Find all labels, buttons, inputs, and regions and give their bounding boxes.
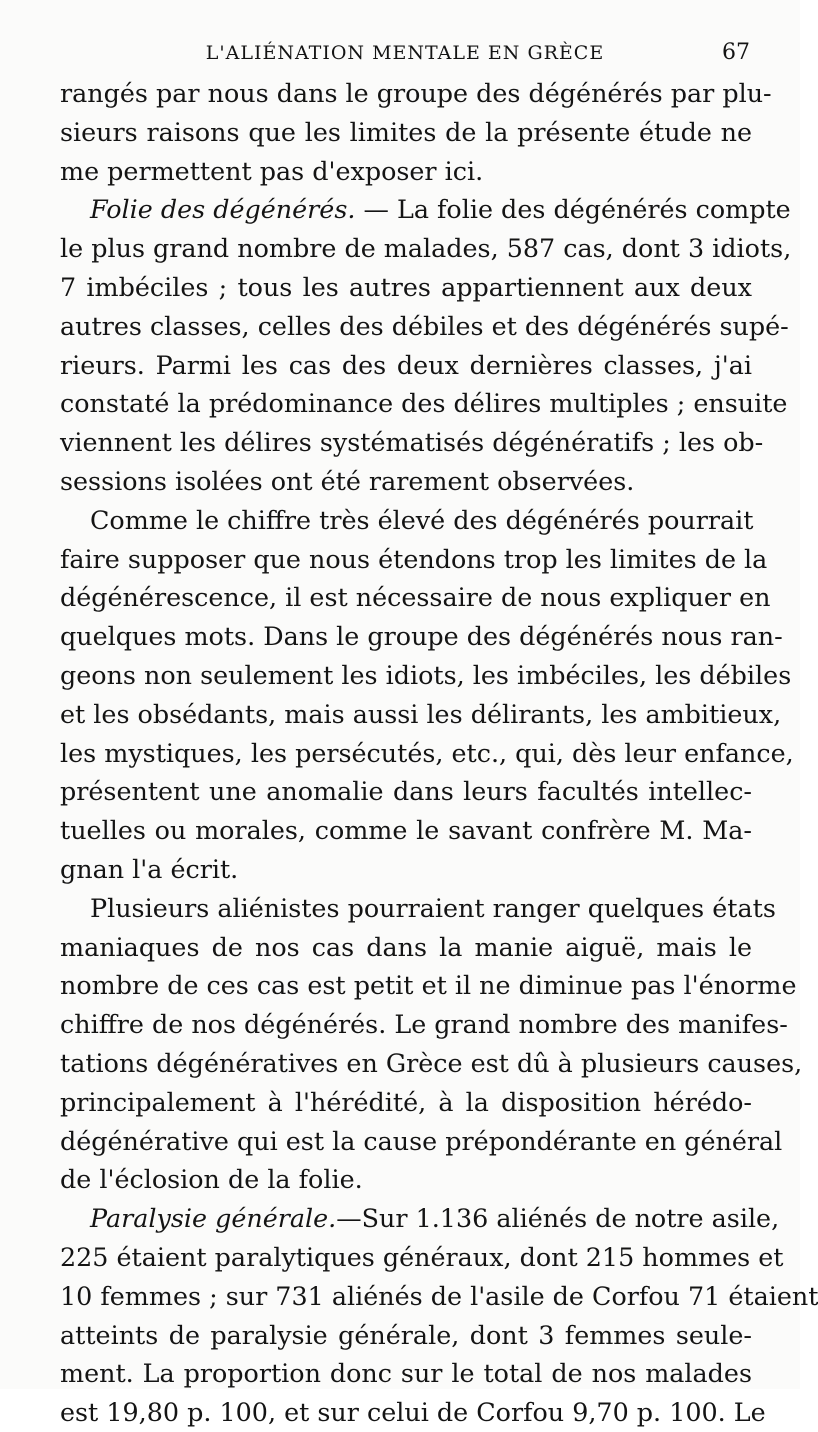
text-line: rieurs. Parmi les cas des deux dernières classes, j'ai — [60, 349, 752, 380]
text-line: dégénérative qui est la cause prépondérante en général — [60, 1125, 783, 1156]
paragraph-continuation — [60, 74, 772, 190]
paragraph-alienistes — [60, 889, 803, 1199]
running-head — [60, 42, 750, 72]
section-heading-folie: Folie des dégénérés. — [90, 194, 356, 225]
page-number: 67 — [722, 40, 750, 65]
running-title: L'ALIÉNATION MENTALE EN GRÈCE — [205, 42, 605, 64]
paragraph-chiffre-dégénérés — [60, 501, 794, 889]
text-line — [60, 190, 791, 229]
text-line: de l'éclosion de la folie. — [60, 1164, 363, 1195]
text-line: est 19,80 p. 100, et sur celui de Corfou 9,70 p. 100. Le — [60, 1397, 766, 1428]
text-line: atteints de paralysie générale, dont 3 femmes seule- — [60, 1319, 752, 1350]
text-line: Comme le chiffre très élevé des dégénérés pourrait — [90, 504, 754, 535]
text-line: ment. La proportion donc sur le total de nos malades — [60, 1358, 752, 1389]
text-line: principalement à l'hérédité, à la disposition hérédo- — [60, 1086, 752, 1117]
text-line: 10 femmes ; sur 731 aliénés de l'asile de Corfou 71 étaient — [60, 1280, 818, 1311]
text-fragment: —Sur 1.136 aliénés de notre asile, — [336, 1203, 780, 1234]
text-line: autres classes, celles des débiles et des dégénérés supé- — [60, 310, 789, 341]
text-fragment: — La folie des dégénérés compte — [355, 194, 791, 225]
text-line: tations dégénératives en Grèce est dû à plusieurs causes, — [60, 1047, 803, 1078]
text-line: maniaques de nos cas dans la manie aiguë, mais le — [60, 931, 752, 962]
text-line: tuelles ou morales, comme le savant confrère M. Ma- — [60, 815, 752, 846]
text-line: sieurs raisons que les limites de la présente étude ne — [60, 116, 752, 147]
text-line: dégénérescence, il est nécessaire de nous expliquer en — [60, 582, 771, 613]
text-line: nombre de ces cas est petit et il ne diminue pas l'énorme — [60, 970, 797, 1001]
text-line: les mystiques, les persécutés, etc., qui, dès leur enfance, — [60, 737, 794, 768]
text-line: rangés par nous dans le groupe des dégénérés par plu- — [60, 78, 772, 108]
text-line: 7 imbéciles ; tous les autres appartiennent aux deux — [60, 271, 752, 302]
section-heading-paralysie: Paralysie générale. — [90, 1203, 337, 1234]
text-line: présentent une anomalie dans leurs facultés intellec- — [60, 776, 752, 807]
text-line: viennent les délires systématisés dégénératifs ; les ob- — [60, 427, 764, 458]
text-line: et les obsédants, mais aussi les délirants, les ambitieux, — [60, 698, 782, 729]
text-line: quelques mots. Dans le groupe des dégénérés nous ran- — [60, 621, 783, 652]
text-line — [60, 1199, 780, 1238]
text-line: gnan l'a écrit. — [60, 853, 239, 884]
body-text — [60, 74, 818, 1432]
text-line: sessions isolées ont été rarement observées. — [60, 465, 635, 496]
paragraph-folie-des-degeneres — [60, 190, 792, 500]
text-line: chiffre de nos dégénérés. Le grand nombre des manifes- — [60, 1009, 788, 1040]
text-line: faire supposer que nous étendons trop les limites de la — [60, 543, 768, 574]
text-line: me permettent pas d'exposer ici. — [60, 155, 484, 186]
text-line: le plus grand nombre de malades, 587 cas, dont 3 idiots, — [60, 233, 792, 264]
text-line: geons non seulement les idiots, les imbéciles, les débiles — [60, 659, 792, 690]
text-line: constaté la prédominance des délires multiples ; ensuite — [60, 388, 788, 419]
paragraph-paralysie-generale — [60, 1199, 818, 1432]
text-line: 225 étaient paralytiques généraux, dont 215 hommes et — [60, 1241, 784, 1272]
text-line: Plusieurs aliénistes pourraient ranger quelques états — [90, 892, 776, 923]
